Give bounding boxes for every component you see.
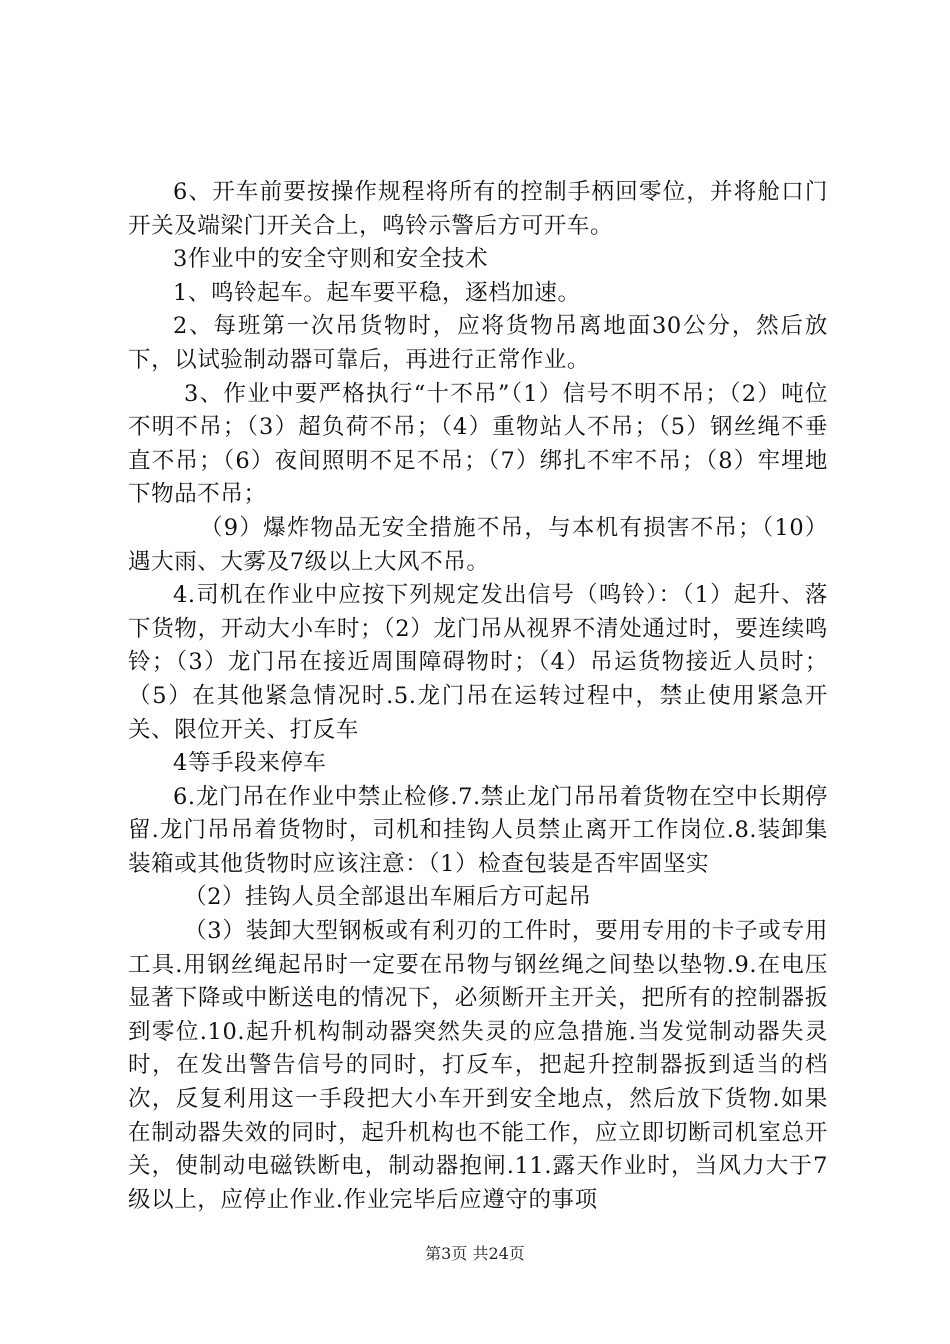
paragraph-9: 6.龙门吊在作业中禁止检修.7.禁止龙门吊吊着货物在空中长期停留.龙门吊吊着货物时，司机和挂钩人员禁止离开工作岗位.8.装卸集装箱或其他货物时应该注意：（1）检查包装是否牢固坚实 [128,783,828,877]
paragraph-1: 6、开车前要按操作规程将所有的控制手柄回零位，并将舱口门开关及端梁门开关合上，鸣铃示警后方可开车。 [128,179,828,239]
section-heading: 3作业中的安全守则和安全技术 [173,246,489,273]
paragraph-8: 4等手段来停车 [173,750,327,777]
paragraph-5: 3、作业中要严格执行“十不吊”（1）信号不明不吊；（2）吨位不明不吊；（3）超负荷不吊；（4）重物站人不吊；（5）钢丝绳不垂直不吊；（6）夜间照明不足不吊；（7）绑扎不牢不吊；（8）牢埋地下物品不吊； [128,380,828,508]
page-footer: 第3页 共24页 [425,1244,525,1263]
paragraph-3: 1、鸣铃起车。起车要平稳，逐档加速。 [173,279,581,306]
paragraph-10: （2）挂钩人员全部退出车厢后方可起吊 [184,884,592,911]
paragraph-4: 2、每班第一次吊货物时，应将货物吊离地面30公分，然后放下，以试验制动器可靠后，再进行正常作业。 [128,313,828,373]
paragraph-6: （9）爆炸物品无安全措施不吊，与本机有损害不吊；（10）遇大雨、大雾及7级以上大风不吊。 [128,514,828,575]
paragraph-11: （3）装卸大型钢板或有利刃的工件时，要用专用的卡子或专用工具.用钢丝绳起吊时一定要在吊物与钢丝绳之间垫以垫物.9.在电压显著下降或中断送电的情况下，必须断开主开关，把所有的控制器扳到零位.10.起升机构制动器突然失灵的应急措施.当发觉制动器失灵时，在发出警告信号的同时，打反车，把起升控制器扳到适当的档次，反复利用这一手段把大小车开到安全地点，然后放下货物.如果在制动器失效的同时，起升机构也不能工作，应立即切断司机室总开关，使制动电磁铁断电，制动器抱闸.11.露天作业时，当风力大于7级以上，应停止作业.作业完毕后应遵守的事项 [128,918,828,1213]
document-body [128,176,828,1217]
paragraph-7: 4.司机在作业中应按下列规定发出信号（鸣铃）：（1）起升、落下货物，开动大小车时；（2）龙门吊从视界不清处通过时，要连续鸣铃；（3）龙门吊在接近周围障碍物时；（4）吊运货物接近人员时；（5）在其他紧急情况时.5.龙门吊在运转过程中，禁止使用紧急开关、限位开关、打反车 [128,582,828,743]
